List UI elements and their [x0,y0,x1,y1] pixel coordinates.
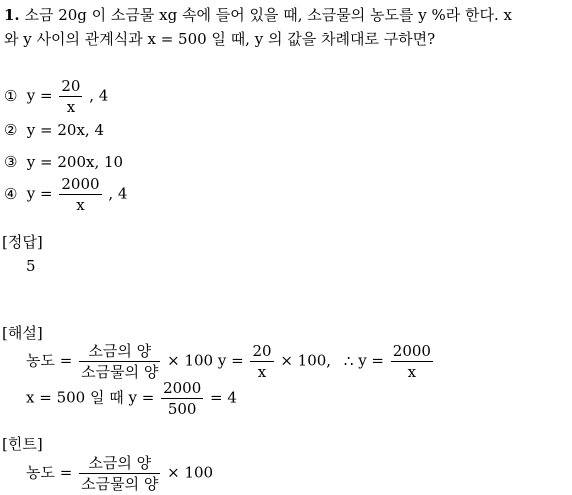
fraction-2-numerator: 20 [252,342,272,360]
option-4[interactable] [4,174,127,215]
hint-fraction [79,453,160,494]
hint-concentration-label: 농도 = [26,463,73,482]
fraction-3-numerator: 2000 [392,342,431,360]
option-4-marker: ④ [4,184,18,203]
explanation-fraction-4 [161,378,203,419]
explanation-fraction-1 [79,341,160,382]
option-4-fraction [59,174,101,215]
explanation-fraction-2 [250,341,273,382]
option-4-denominator: x [76,196,85,214]
option-4-lhs: y = [26,184,53,203]
option-4-numerator: 2000 [61,175,100,193]
option-1-fraction [59,76,82,117]
explanation-line-2 [26,378,237,419]
explanation-result: = 4 [210,388,237,407]
hint-times-100: × 100 [167,463,214,482]
answer-label: [정답] [2,233,43,251]
fraction-4-numerator: 2000 [163,379,202,397]
option-3-marker: ③ [4,153,18,171]
option-2-text: y = 20x, 4 [26,121,104,139]
fraction-3-denominator: x [407,363,417,381]
question-line-2 [4,28,435,49]
option-1-denominator: x [66,98,76,116]
explanation-line-1 [26,341,435,382]
salt-amount: 소금의 양 [79,341,160,362]
times-100-b: × 100, [280,351,332,370]
option-4-tail: , 4 [108,184,128,203]
explanation-fraction-3 [391,341,433,382]
option-1-lhs: y = [26,86,53,105]
hint-line [26,453,213,494]
option-1-tail: , 4 [89,86,109,105]
option-3-text: y = 200x, 10 [26,153,124,171]
option-3[interactable] [4,153,123,171]
y-equals-b: y = [358,351,384,370]
question-text-2: 와 y 사이의 관계식과 x = 500 일 때, y 의 값을 차례대로 구하면? [4,30,436,48]
option-2-marker: ② [4,121,18,139]
option-1-numerator: 20 [61,77,81,95]
concentration-label: 농도 = [26,351,73,370]
times-100-a: × 100 [167,351,214,370]
hint-label: [힌트] [2,435,43,453]
answer-value: 5 [26,257,36,275]
hint-saltwater-amount: 소금물의 양 [81,475,159,493]
question-text-1: 소금 20g 이 소금물 xg 속에 들어 있을 때, 소금물의 농도를 y %라 한다. x [24,6,512,24]
saltwater-amount: 소금물의 양 [81,363,159,381]
explanation-label: [해설] [2,324,43,342]
y-equals-a: y = [217,351,244,370]
hint-salt-amount: 소금의 양 [79,453,160,474]
therefore-symbol: ∴ [343,351,354,370]
fraction-2-denominator: x [257,363,267,381]
explanation-prefix: x = 500 일 때 y = [26,388,155,407]
question-number: 1. [4,6,20,24]
option-1-marker: ① [4,86,18,105]
option-2[interactable] [4,121,104,139]
question-line-1 [4,4,512,25]
option-1[interactable] [4,76,108,117]
fraction-4-denominator: 500 [167,400,197,418]
